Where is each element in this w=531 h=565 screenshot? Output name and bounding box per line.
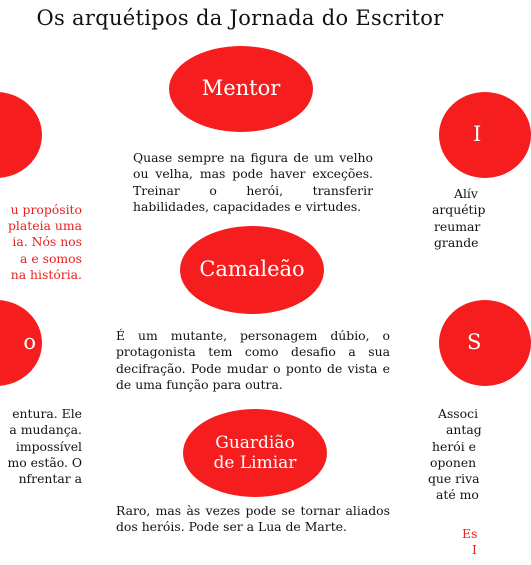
- left-top-oval: [0, 92, 42, 178]
- text-line: a mudança.: [9, 422, 82, 438]
- right-top-text: [432, 186, 486, 251]
- oval-label: I: [473, 122, 482, 147]
- camaleao-label: Camaleão: [199, 257, 305, 282]
- text-line: grande: [434, 234, 479, 250]
- mentor-description: Quase sempre na figura de um velho ou velha, mas pode haver exceções. Treinar o herói, transferir habilidades, capacidades e virtudes.: [133, 150, 373, 214]
- text-line: Es: [462, 526, 478, 541]
- left-top-text: [0, 202, 82, 283]
- text-line: antag: [446, 422, 482, 438]
- right-top-oval: [439, 92, 531, 178]
- text-line: Alív: [454, 186, 478, 201]
- camaleao-oval: [180, 226, 324, 314]
- left-bottom-text: [0, 406, 82, 487]
- text-line: nfrentar a: [18, 471, 82, 487]
- text-line: impossível: [15, 438, 82, 454]
- text-line: até mo: [436, 487, 479, 503]
- text-line: Associ: [438, 406, 479, 421]
- camaleao-description: É um mutante, personagem dúbio, o protagonista tem como desafio a sua decifração. Pode mudar o ponto de vista e de uma função para outra.: [116, 328, 390, 392]
- left-middle-oval: [0, 300, 42, 386]
- right-bottom-text: [428, 406, 480, 504]
- text-line: u propósito: [10, 202, 82, 217]
- text-line: arquétip: [432, 202, 486, 218]
- guardiao-label: Guardião de Limiar: [213, 432, 297, 473]
- text-line: oponen: [430, 454, 477, 470]
- text-line: herói e: [432, 438, 476, 454]
- oval-label: S: [467, 330, 482, 355]
- text-line: entura. Ele: [12, 406, 82, 421]
- guardiao-oval: [183, 409, 327, 497]
- page-title: Os arquétipos da Jornada do Escritor: [36, 6, 444, 30]
- mentor-label: Mentor: [201, 76, 281, 101]
- text-line: plateia uma: [8, 218, 82, 234]
- text-line: que riva: [428, 471, 480, 487]
- guardiao-description: Raro, mas às vezes pode se tornar aliados dos heróis. Pode ser a Lua de Marte.: [116, 503, 390, 535]
- right-middle-oval: [439, 300, 531, 386]
- text-line: na história.: [10, 266, 82, 282]
- text-line: I: [472, 542, 477, 558]
- text-line: mo estão. O: [7, 454, 82, 470]
- right-footer-text: [462, 526, 480, 559]
- text-line: ia. Nós nos: [12, 234, 82, 250]
- text-line: a e somos: [20, 250, 82, 266]
- oval-label: o: [23, 330, 36, 355]
- mentor-oval: [169, 46, 313, 132]
- text-line: reumar: [434, 218, 481, 234]
